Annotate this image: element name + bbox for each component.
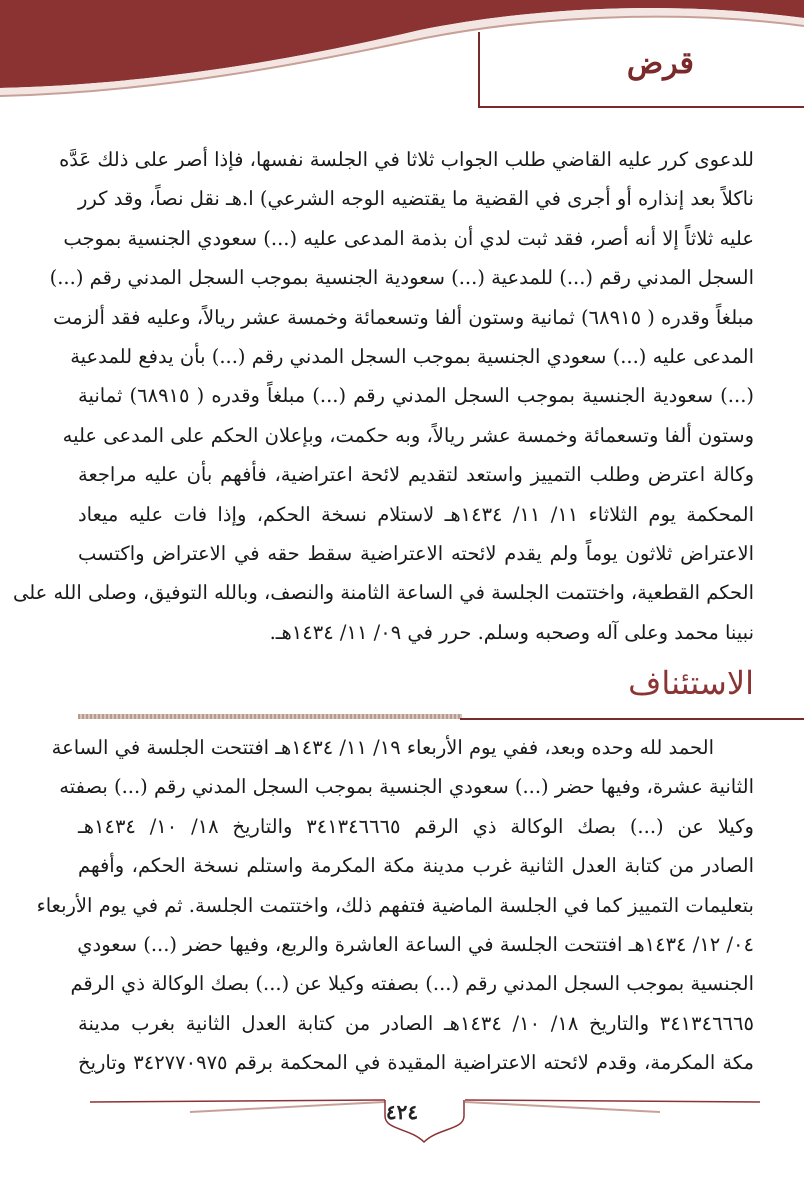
appeal-paragraph xyxy=(36,728,754,1083)
text-line: ٣٤١٣٤٦٦٦٥ والتاريخ ١٨/ ١٠/ ١٤٣٤هـ الصادر من كتابة العدل الثانية بغرب مدينة xyxy=(78,1011,754,1035)
chapter-title: قرض xyxy=(626,46,694,81)
text-line: مبلغاً وقدره ( ٦٨٩١٥) ثمانية وستون ألفا وتسعمائة وخمسة عشر ريالاً، وعليه فقد ألزمت xyxy=(53,305,754,329)
section-rule-solid xyxy=(460,718,804,720)
text-line: وكيلا عن (...) بصك الوكالة ذي الرقم ٣٤١٣٤٦٦٦٥ والتاريخ ١٨/ ١٠/ ١٤٣٤هـ xyxy=(78,814,754,838)
text-line: نبينا محمد وعلى آله وصحبه وسلم. حرر في ٠٩/ ١١/ ١٤٣٤هـ. xyxy=(269,620,754,644)
text-line: السجل المدني رقم (...) للمدعية (...) سعودية الجنسية بموجب السجل المدني رقم (...) xyxy=(49,266,754,290)
text-line: عليه ثلاثاً إلا أنه أصر، فقد ثبت لدي أن بذمة المدعى عليه (...) سعودي الجنسية بموجب xyxy=(63,226,754,250)
text-line: المدعى عليه (...) سعودي الجنسية بموجب السجل المدني رقم (...) بأن يدفع للمدعية xyxy=(70,344,754,368)
text-line: وكالة اعترض وطلب التمييز واستعد لتقديم لائحة اعتراضية، فأفهم بأن عليه مراجعة xyxy=(78,463,754,487)
text-line: الجنسية بموجب السجل المدني رقم (...) بصفته وكيلا عن (...) بصك الوكالة ذي الرقم xyxy=(70,972,754,996)
text-line: وستون ألفا وتسعمائة وخمسة عشر ريالاً، وبه حكمت، وبإعلان الحكم على المدعى عليه xyxy=(62,423,754,447)
section-rule-dotted xyxy=(78,714,462,719)
page-number: ٤٢٤ xyxy=(385,1100,419,1124)
section-heading: الاستئناف xyxy=(628,664,754,702)
text-line: المحكمة يوم الثلاثاء ١١/ ١١/ ١٤٣٤هـ لاستلام نسخة الحكم، وإذا فات عليه ميعاد xyxy=(78,502,755,526)
text-line: ٠٤/ ١٢/ ١٤٣٤هـ افتتحت الجلسة في الساعة العاشرة والربع، وفيها حضر (...) سعودي xyxy=(77,932,754,956)
text-line: الثانية عشرة، وفيها حضر (...) سعودي الجنسية بموجب السجل المدني رقم (...) بصفته xyxy=(59,775,754,799)
judgment-paragraph xyxy=(12,140,755,652)
text-line: الحمد لله وحده وبعد، ففي يوم الأربعاء ١٩/ ١١/ ١٤٣٤هـ افتتحت الجلسة في الساعة xyxy=(51,736,714,759)
text-line: الصادر من كتابة العدل الثانية غرب مدينة مكة المكرمة واستلم نسخة الحكم، وأفهم xyxy=(78,854,754,878)
text-line: الاعتراض ثلاثون يوماً ولم يقدم لائحته الاعتراضية سقط حقه في الاعتراض واكتسب xyxy=(78,541,754,565)
text-line: للدعوى كرر عليه القاضي طلب الجواب ثلاثا في الجلسة نفسها، فإذا أصر على ذلك عَدَّه xyxy=(59,148,754,171)
chapter-title-box xyxy=(478,32,804,108)
text-line: بتعليمات التمييز كما في الجلسة الماضية فتفهم ذلك، واختتمت الجلسة. ثم في يوم الأربعاء xyxy=(36,893,754,917)
text-line: الحكم القطعية، واختتمت الجلسة في الساعة الثامنة والنصف، وبالله التوفيق، وصلى الله على xyxy=(12,581,754,605)
text-line: (...) سعودية الجنسية بموجب السجل المدني رقم (...) مبلغاً وقدره ( ٦٨٩١٥) ثمانية xyxy=(78,384,754,408)
text-line: مكة المكرمة، وقدم لائحته الاعتراضية المقيدة في المحكمة برقم ٣٤٢٧٧٠٩٧٥ وتاريخ xyxy=(78,1051,754,1075)
text-line: ناكلاً بعد إنذاره أو أجرى في القضية ما يقتضيه الوجه الشرعي) ا.هـ نقل نصاً، وقد كرر xyxy=(78,187,754,211)
